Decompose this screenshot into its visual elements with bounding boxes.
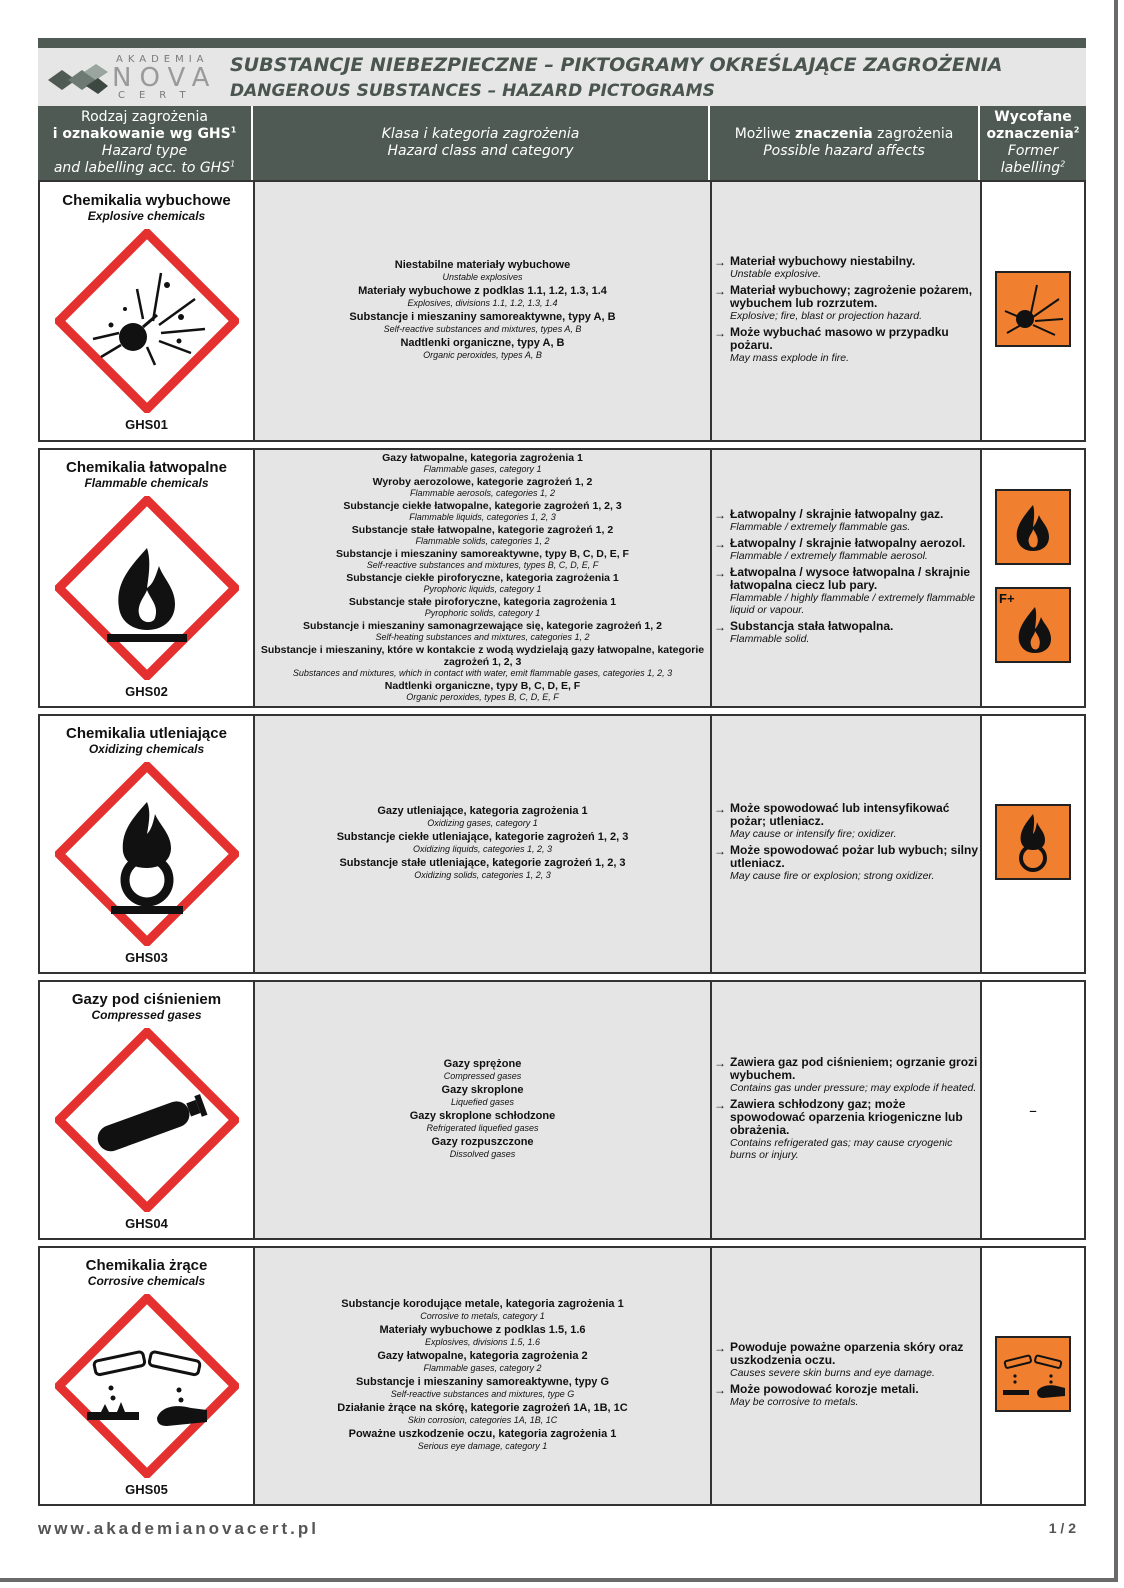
hazard-type-cell bbox=[38, 980, 253, 1240]
hazard-name-en: Oxidizing chemicals bbox=[88, 742, 205, 756]
class-en: Serious eye damage, category 1 bbox=[417, 1441, 548, 1451]
col2-pl: Klasa i kategoria zagrożenia bbox=[381, 126, 580, 142]
col1-en-sup: 1 bbox=[230, 159, 236, 169]
effect-item bbox=[714, 537, 980, 562]
effect-item bbox=[714, 566, 980, 616]
former-labelling-cell bbox=[980, 1246, 1086, 1506]
class-en: Dissolved gases bbox=[449, 1149, 516, 1159]
col4-en1: Former bbox=[1007, 143, 1059, 159]
arrow-right-icon: → bbox=[714, 536, 726, 551]
effect-en: Flammable solid. bbox=[730, 632, 810, 645]
class-pl: Nadtlenki organiczne, typy B, C, D, E, F bbox=[384, 680, 581, 692]
hazard-effects-cell bbox=[710, 980, 980, 1240]
col3-en: Possible hazard affects bbox=[763, 143, 925, 159]
hazard-effects-cell bbox=[710, 180, 980, 442]
effect-item bbox=[714, 802, 980, 840]
arrow-right-icon: → bbox=[714, 325, 726, 340]
class-pl: Substancje i mieszaniny, które w kontakcie z wodą wydzielają gazy łatwopalne, kategorie zagrożeń 1, 2, 3 bbox=[260, 644, 705, 668]
hazard-effects-cell bbox=[710, 1246, 980, 1506]
arrow-right-icon: → bbox=[714, 844, 726, 858]
col4-pl1: Wycofane bbox=[994, 109, 1072, 125]
effects-list bbox=[712, 802, 980, 882]
class-pl: Substancje i mieszaniny samoreaktywne, typy B, C, D, E, F bbox=[336, 548, 629, 560]
class-en: Flammable liquids, categories 1, 2, 3 bbox=[409, 512, 556, 522]
corrosion-icon bbox=[55, 1294, 239, 1478]
arrow-right-icon: → bbox=[714, 283, 726, 298]
arrow-right-icon: → bbox=[714, 565, 726, 580]
title-en: DANGEROUS SUBSTANCES – HAZARD PICTOGRAMS bbox=[230, 81, 715, 101]
logo-nova: NOVA bbox=[112, 63, 218, 93]
class-en: Organic peroxides, types B, C, D, E, F bbox=[406, 692, 559, 702]
hazard-type-cell bbox=[38, 180, 253, 442]
class-en: Liquefied gases bbox=[450, 1097, 515, 1107]
former-labelling-cell bbox=[980, 448, 1086, 708]
top-bar bbox=[38, 38, 1086, 48]
ghs-code: GHS02 bbox=[125, 684, 168, 699]
col-hazard-type bbox=[38, 106, 253, 180]
effect-pl: Zawiera schłodzony gaz; może spowodować oparzenia kriogeniczne lub obrażenia. bbox=[730, 1096, 963, 1137]
class-en: Corrosive to metals, category 1 bbox=[420, 1311, 545, 1321]
hazard-name-pl: Chemikalia utleniające bbox=[66, 725, 227, 742]
class-list bbox=[255, 452, 710, 702]
class-en: Unstable explosives bbox=[442, 272, 523, 282]
table-row bbox=[38, 1246, 1086, 1506]
gas-cylinder-icon bbox=[55, 1028, 239, 1212]
hazard-name-pl: Gazy pod ciśnieniem bbox=[71, 991, 222, 1008]
class-en: Flammable gases, category 2 bbox=[423, 1363, 542, 1373]
class-pl: Substancje korodujące metale, kategoria zagrożenia 1 bbox=[341, 1298, 624, 1310]
class-pl: Substancje ciekłe piroforyczne, kategoria zagrożenia 1 bbox=[346, 572, 619, 584]
col3-pl-c: zagrożenia bbox=[872, 126, 954, 142]
class-pl: Działanie żrące na skórę, kategorie zagrożeń 1A, 1B, 1C bbox=[337, 1402, 628, 1414]
title-pl: SUBSTANCJE NIEBEZPIECZNE – PIKTOGRAMY OKREŚLAJĄCE ZAGROŻENIA bbox=[230, 54, 1003, 76]
hazard-name-pl: Chemikalia wybuchowe bbox=[62, 192, 231, 209]
effect-pl: Łatwopalny / skrajnie łatwopalny gaz. bbox=[730, 506, 944, 521]
hazard-class-cell bbox=[253, 1246, 710, 1506]
class-pl: Substancje i mieszaniny samoreaktywne, typy G bbox=[355, 1376, 610, 1388]
effects-list bbox=[712, 255, 980, 364]
hazard-name-en: Compressed gases bbox=[91, 1008, 202, 1022]
col1-sup: 1 bbox=[230, 125, 237, 135]
arrow-right-icon: → bbox=[714, 802, 726, 816]
col4-sup: 2 bbox=[1073, 125, 1080, 135]
effect-pl: Substancja stała łatwopalna. bbox=[730, 618, 894, 633]
arrow-right-icon: → bbox=[714, 1055, 726, 1070]
class-pl: Gazy rozpuszczone bbox=[431, 1136, 534, 1148]
class-pl: Gazy skroplone bbox=[441, 1084, 524, 1096]
col1-line1: Rodzaj zagrożenia bbox=[81, 109, 208, 125]
class-pl: Gazy skroplone schłodzone bbox=[409, 1110, 556, 1122]
effect-en: Flammable / extremely flammable aerosol. bbox=[730, 549, 928, 562]
class-en: Pyrophoric solids, category 1 bbox=[424, 608, 541, 618]
logo-cubes-icon bbox=[46, 62, 110, 98]
effect-item bbox=[714, 1341, 980, 1379]
hazard-type-cell bbox=[38, 1246, 253, 1506]
arrow-right-icon: → bbox=[714, 1382, 726, 1397]
class-en: Self-reactive substances and mixtures, types B, C, D, E, F bbox=[366, 560, 599, 570]
effect-en: Contains refrigerated gas; may cause cryogenic burns or injury. bbox=[730, 1136, 953, 1161]
footer-url[interactable]: www.akademianovacert.pl bbox=[38, 1519, 319, 1538]
col-former-labelling bbox=[980, 106, 1086, 180]
table-row bbox=[38, 714, 1086, 974]
hazard-class-cell bbox=[253, 448, 710, 708]
class-pl: Wyroby aerozolowe, kategorie zagrożeń 1, 2 bbox=[372, 476, 593, 488]
class-list bbox=[255, 1058, 710, 1159]
col4-en-sup: 2 bbox=[1060, 159, 1066, 169]
arrow-right-icon: → bbox=[714, 507, 726, 522]
class-en: Self-reactive substances and mixtures, type G bbox=[390, 1389, 575, 1399]
class-pl: Materiały wybuchowe z podklas 1.1, 1.2, 1.3, 1.4 bbox=[358, 285, 607, 297]
arrow-right-icon: → bbox=[714, 254, 726, 269]
arrow-right-icon: → bbox=[714, 619, 726, 634]
class-en: Compressed gases bbox=[443, 1071, 522, 1081]
table-row bbox=[38, 448, 1086, 708]
class-en: Pyrophoric liquids, category 1 bbox=[423, 584, 542, 594]
former-flame-icon bbox=[995, 489, 1071, 565]
col1-en1: Hazard type bbox=[101, 143, 188, 159]
effect-pl: Może spowodować lub intensyfikować pożar; utleniacz. bbox=[730, 801, 950, 828]
hazard-name-pl: Chemikalia łatwopalne bbox=[66, 459, 227, 476]
effect-en: May mass explode in fire. bbox=[730, 351, 850, 364]
hazard-class-cell bbox=[253, 180, 710, 442]
former-labelling-cell bbox=[980, 980, 1086, 1240]
logo-cert: CERT bbox=[118, 90, 200, 101]
hazard-table bbox=[38, 106, 1086, 1506]
class-en: Skin corrosion, categories 1A, 1B, 1C bbox=[407, 1415, 558, 1425]
effect-en: Causes severe skin burns and eye damage. bbox=[730, 1366, 935, 1379]
effect-pl: Może spowodować pożar lub wybuch; silny utleniacz. bbox=[730, 843, 979, 870]
former-labelling-cell bbox=[980, 714, 1086, 974]
hazard-class-cell bbox=[253, 714, 710, 974]
class-pl: Gazy łatwopalne, kategoria zagrożenia 1 bbox=[382, 452, 583, 464]
class-en: Refrigerated liquefied gases bbox=[426, 1123, 539, 1133]
ghs-code: GHS03 bbox=[125, 950, 168, 965]
effect-en: Flammable / extremely flammable gas. bbox=[730, 520, 911, 533]
class-en: Substances and mixtures, which in contact with water, emit flammable gases, categories 1, 2, 3 bbox=[292, 668, 673, 678]
col2-en: Hazard class and category bbox=[387, 143, 574, 159]
effect-item bbox=[714, 284, 980, 322]
effect-en: Unstable explosive. bbox=[730, 267, 822, 280]
class-pl: Substancje stałe piroforyczne, kategoria zagrożenia 1 bbox=[348, 596, 617, 608]
hazard-effects-cell bbox=[710, 714, 980, 974]
col4-pl2: oznaczenia bbox=[986, 126, 1074, 142]
effect-pl: Materiał wybuchowy niestabilny. bbox=[730, 253, 916, 268]
hazard-type-cell bbox=[38, 714, 253, 974]
effect-pl: Łatwopalny / skrajnie łatwopalny aerozol. bbox=[730, 535, 966, 550]
effect-item bbox=[714, 620, 980, 645]
effect-item bbox=[714, 1098, 980, 1161]
table-row bbox=[38, 980, 1086, 1240]
class-en: Oxidizing gases, category 1 bbox=[427, 818, 538, 828]
effect-en: May cause or intensify fire; oxidizer. bbox=[730, 828, 897, 840]
hazard-name-en: Explosive chemicals bbox=[87, 209, 206, 223]
effects-list bbox=[712, 1341, 980, 1408]
effect-en: May be corrosive to metals. bbox=[730, 1395, 859, 1408]
col-hazard-effects bbox=[710, 106, 980, 180]
class-list bbox=[255, 1298, 710, 1451]
col-hazard-class bbox=[253, 106, 710, 180]
col4-en2: labelling bbox=[1000, 160, 1061, 176]
class-en: Explosives, divisions 1.1, 1.2, 1.3, 1.4 bbox=[407, 298, 558, 308]
hazard-name-pl: Chemikalia żrące bbox=[85, 1257, 208, 1274]
effect-en: May cause fire or explosion; strong oxidizer. bbox=[730, 870, 935, 882]
col3-pl-a: Możliwe bbox=[734, 126, 795, 142]
effect-item bbox=[714, 255, 980, 280]
class-en: Oxidizing solids, categories 1, 2, 3 bbox=[414, 870, 551, 880]
effect-pl: Materiał wybuchowy; zagrożenie pożarem, wybuchem lub rozrzutem. bbox=[730, 282, 973, 310]
effect-item bbox=[714, 326, 980, 364]
effect-pl: Powoduje poważne oparzenia skóry oraz uszkodzenia oczu. bbox=[730, 1339, 964, 1367]
class-en: Flammable aerosols, categories 1, 2 bbox=[409, 488, 556, 498]
ghs-code: GHS05 bbox=[125, 1482, 168, 1497]
class-pl: Gazy łatwopalne, kategoria zagrożenia 2 bbox=[377, 1350, 588, 1362]
effect-pl: Łatwopalna / wysoce łatwopalna / skrajnie łatwopalna ciecz lub pary. bbox=[730, 564, 971, 592]
exploding-bomb-icon bbox=[55, 229, 239, 413]
class-en: Flammable solids, categories 1, 2 bbox=[415, 536, 550, 546]
col1-line2: i oznakowanie wg GHS bbox=[52, 126, 231, 142]
arrow-right-icon: → bbox=[714, 1340, 726, 1355]
class-pl: Substancje ciekłe utleniające, kategorie zagrożeń 1, 2, 3 bbox=[336, 831, 629, 843]
class-pl: Nadtlenki organiczne, typy A, B bbox=[400, 337, 565, 349]
class-pl: Gazy sprężone bbox=[443, 1058, 522, 1070]
former-explosive-icon bbox=[995, 271, 1071, 347]
class-pl: Substancje i mieszaniny samoreaktywne, typy A, B bbox=[349, 311, 616, 323]
class-en: Explosives, divisions 1.5, 1.6 bbox=[424, 1337, 541, 1347]
logo bbox=[46, 52, 226, 104]
class-pl: Substancje i mieszaniny samonagrzewające się, kategorie zagrożeń 1, 2 bbox=[303, 620, 662, 632]
former-corrosive-icon bbox=[995, 1336, 1071, 1412]
effects-list bbox=[712, 1056, 980, 1161]
class-en: Flammable gases, category 1 bbox=[423, 464, 542, 474]
class-en: Self-heating substances and mixtures, categories 1, 2 bbox=[375, 632, 590, 642]
col3-pl-b: znaczenia bbox=[794, 126, 873, 142]
hazard-class-cell bbox=[253, 980, 710, 1240]
former-oxidizer-icon bbox=[995, 804, 1071, 880]
effects-list bbox=[712, 508, 980, 645]
flame-icon bbox=[55, 496, 239, 680]
effect-pl: Może wybuchać masowo w przypadku pożaru. bbox=[730, 324, 949, 352]
class-pl: Niestabilne materiały wybuchowe bbox=[394, 259, 571, 271]
page-number: 1 / 2 bbox=[1048, 1520, 1076, 1536]
ghs-code: GHS04 bbox=[125, 1216, 168, 1231]
hazard-type-cell bbox=[38, 448, 253, 708]
arrow-right-icon: → bbox=[714, 1097, 726, 1112]
effect-pl: Może powodować korozje metali. bbox=[730, 1381, 919, 1396]
flame-over-circle-icon bbox=[55, 762, 239, 946]
effect-item bbox=[714, 1383, 980, 1408]
hazard-effects-cell bbox=[710, 448, 980, 708]
class-pl: Substancje stałe łatwopalne, kategorie zagrożeń 1, 2 bbox=[351, 524, 614, 536]
class-pl: Gazy utleniające, kategoria zagrożenia 1 bbox=[377, 805, 588, 817]
hazard-name-en: Flammable chemicals bbox=[84, 476, 209, 490]
former-labelling-cell bbox=[980, 180, 1086, 442]
effect-en: Flammable / highly flammable / extremely flammable liquid or vapour. bbox=[730, 591, 976, 616]
effect-item bbox=[714, 508, 980, 533]
class-pl: Substancje ciekłe łatwopalne, kategorie zagrożeń 1, 2, 3 bbox=[343, 500, 622, 512]
hazard-name-en: Corrosive chemicals bbox=[87, 1274, 206, 1288]
ghs-code: GHS01 bbox=[125, 417, 168, 432]
class-pl: Materiały wybuchowe z podklas 1.5, 1.6 bbox=[379, 1324, 586, 1336]
class-en: Oxidizing liquids, categories 1, 2, 3 bbox=[412, 844, 553, 854]
table-row bbox=[38, 180, 1086, 442]
former-flame-plus-icon bbox=[995, 587, 1071, 663]
svg-text:F+: F+ bbox=[999, 591, 1015, 606]
effect-item bbox=[714, 1056, 980, 1094]
effect-item bbox=[714, 844, 980, 882]
class-pl: Substancje stałe utleniające, kategorie zagrożeń 1, 2, 3 bbox=[339, 857, 626, 869]
header bbox=[38, 48, 1086, 106]
effect-en: Contains gas under pressure; may explode if heated. bbox=[730, 1081, 977, 1094]
no-former-label: – bbox=[1029, 1100, 1037, 1120]
effect-pl: Zawiera gaz pod ciśnieniem; ogrzanie grozi wybuchem. bbox=[730, 1054, 978, 1082]
table-header-row bbox=[38, 106, 1086, 180]
logo-akademia: AKADEMIA bbox=[116, 54, 209, 65]
class-list bbox=[255, 259, 710, 360]
class-en: Self-reactive substances and mixtures, types A, B bbox=[383, 324, 582, 334]
class-en: Organic peroxides, types A, B bbox=[423, 350, 542, 360]
class-pl: Poważne uszkodzenie oczu, kategoria zagrożenia 1 bbox=[348, 1428, 617, 1440]
class-list bbox=[255, 805, 710, 880]
col1-en2: and labelling acc. to GHS bbox=[53, 160, 231, 176]
effect-en: Explosive; fire, blast or projection hazard. bbox=[730, 309, 923, 322]
